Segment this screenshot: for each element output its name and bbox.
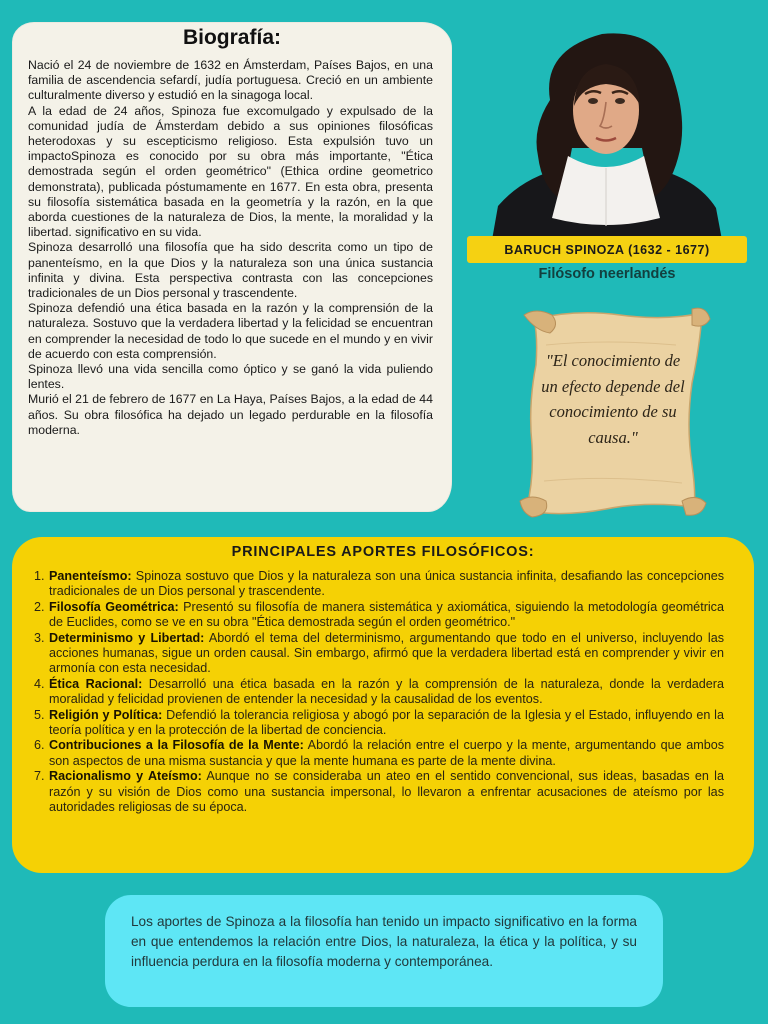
spinoza-quote: "El conocimiento de un efecto depende del conocimiento de su causa.": [541, 351, 685, 447]
item-text: Defendió la tolerancia religiosa y abogó por la separación de la Iglesia y el Estado, influyendo en la teoría política y en la protección de la libertad de conciencia.: [49, 707, 724, 738]
contributions-list: [34, 569, 724, 816]
item-number: 5.: [34, 707, 45, 722]
item-term: Determinismo y Libertad:: [49, 630, 205, 645]
item-term: Ética Racional:: [49, 676, 143, 691]
item-term: Religión y Política:: [49, 707, 163, 722]
spinoza-portrait: [492, 28, 722, 240]
item-text: Spinoza sostuvo que Dios y la naturaleza son una única sustancia infinita, desafiando las concepciones tradicionales de un Dios personal y trascendente.: [49, 569, 724, 599]
conclusion-text: Los aportes de Spinoza a la filosofía han tenido un impacto significativo en la forma en que entendemos la relación entre Dios, la naturaleza, la ética y la política, y su influencia perdura en la filosofía moderna y contemporánea.: [131, 914, 637, 969]
item-number: 6.: [34, 738, 45, 753]
item-term: Racionalismo y Ateísmo:: [49, 769, 202, 784]
item-text: Aunque no se consideraba un ateo en el sentido convencional, sus ideas, basadas en la razón y su visión de Dios como una sustancia impersonal, lo llevaron a enfrentar acusaciones de ateísmo por las autoridades religiosas de su época.: [49, 769, 724, 815]
item-term: Panenteísmo:: [49, 569, 132, 583]
item-text: Abordó la relación entre el cuerpo y la mente, argumentando que ambos son aspectos de una misma sustancia y que la mente humana es parte de la mente divina.: [49, 738, 724, 768]
bio-paragraph: Nació el 24 de noviembre de 1632 en Ámsterdam, Países Bajos, en una familia de ascendencia sefardí, judía portuguesa. Creció en un ambiente culturalmente diverso y estudió en la sinagoga local.: [28, 58, 433, 103]
bio-paragraph: Murió el 21 de febrero de 1677 en La Haya, Países Bajos, a la edad de 44 años. Su obra filosófica ha dejado un legado perdurable en la filosofía moderna.: [28, 392, 433, 437]
item-text: Abordó el tema del determinismo, argumentando que todo en el universo, incluyendo las acciones humanas, sigue un orden causal. Sin embargo, afirmó que la verdadera libertad está en comprender y vivir en armonía con esta necesidad.: [49, 630, 725, 676]
list-item: [34, 677, 724, 708]
list-item: [34, 738, 724, 769]
bio-paragraph: Spinoza defendió una ética basada en la razón y la comprensión de la naturaleza. Sostuvo que la verdadera libertad y la felicidad se encuentran en comprender la necesidad de todo lo que sucede en el mundo y en vivir de acuerdo con esta comprensión.: [28, 301, 433, 361]
item-number: 7.: [34, 769, 45, 784]
bio-paragraph: Spinoza llevó una vida sencilla como óptico y se ganó la vida puliendo lentes.: [28, 362, 433, 392]
item-term: Filosofía Geométrica:: [49, 599, 179, 614]
contributions-title: PRINCIPALES APORTES FILOSÓFICOS:: [231, 544, 535, 560]
list-item: [34, 569, 724, 600]
list-item: [34, 631, 724, 677]
item-text: Desarrolló una ética basada en la razón y la comprensión de la naturaleza, donde la verdadera moralidad y felicidad provienen de entender la necesidad y la causalidad de los eventos.: [49, 676, 724, 707]
bio-paragraph: Spinoza desarrolló una filosofía que ha sido descrita como un tipo de panenteísmo, en la que Dios y la naturaleza son una única sustancia infinita y divina. Esta perspectiva contrasta con las concepciones tradicionales de un Dios personal y trascendente.: [28, 240, 433, 301]
item-number: 3.: [34, 630, 45, 645]
item-text: Presentó su filosofía de manera sistemática y axiomática, siguiendo la metodología geométrica de Euclides, como se ve en su obra "Ética demostrada según el orden geométrico.": [49, 599, 724, 630]
biography-card: [12, 22, 452, 512]
conclusion-box: [105, 895, 663, 1007]
item-number: 4.: [34, 676, 45, 691]
item-term: Contribuciones a la Filosofía de la Mente:: [49, 738, 304, 753]
list-item: [34, 708, 724, 739]
name-banner: BARUCH SPINOZA (1632 - 1677): [467, 236, 747, 263]
list-item: [34, 769, 724, 815]
biography-text: [28, 58, 433, 438]
profile-subtitle: Filósofo neerlandés: [538, 266, 676, 282]
list-item: [34, 600, 724, 631]
contributions-panel: [12, 537, 754, 873]
bio-paragraph: A la edad de 24 años, Spinoza fue excomulgado y expulsado de la comunidad judía de Ámsterdam debido a sus opiniones filosóficas heterodoxas y su escepticismo religioso. Esta expulsión tuvo un impactoSpinoza es conocido por su obra más importante, "Ética demostrada según el orden geométrico" (Ethica ordine geometrico demonstrata), publicada póstumamente en 1677. En esta obra, presenta su filosofía sistemática basada en la geometría y la razón, en la que aborda cuestiones de la naturaleza de Dios, la mente, la moralidad y la libertad. significativo en su vida.: [28, 103, 433, 240]
biography-title: Biografía:: [182, 26, 281, 49]
item-number: 2.: [34, 599, 45, 614]
item-number: 1.: [34, 569, 45, 583]
